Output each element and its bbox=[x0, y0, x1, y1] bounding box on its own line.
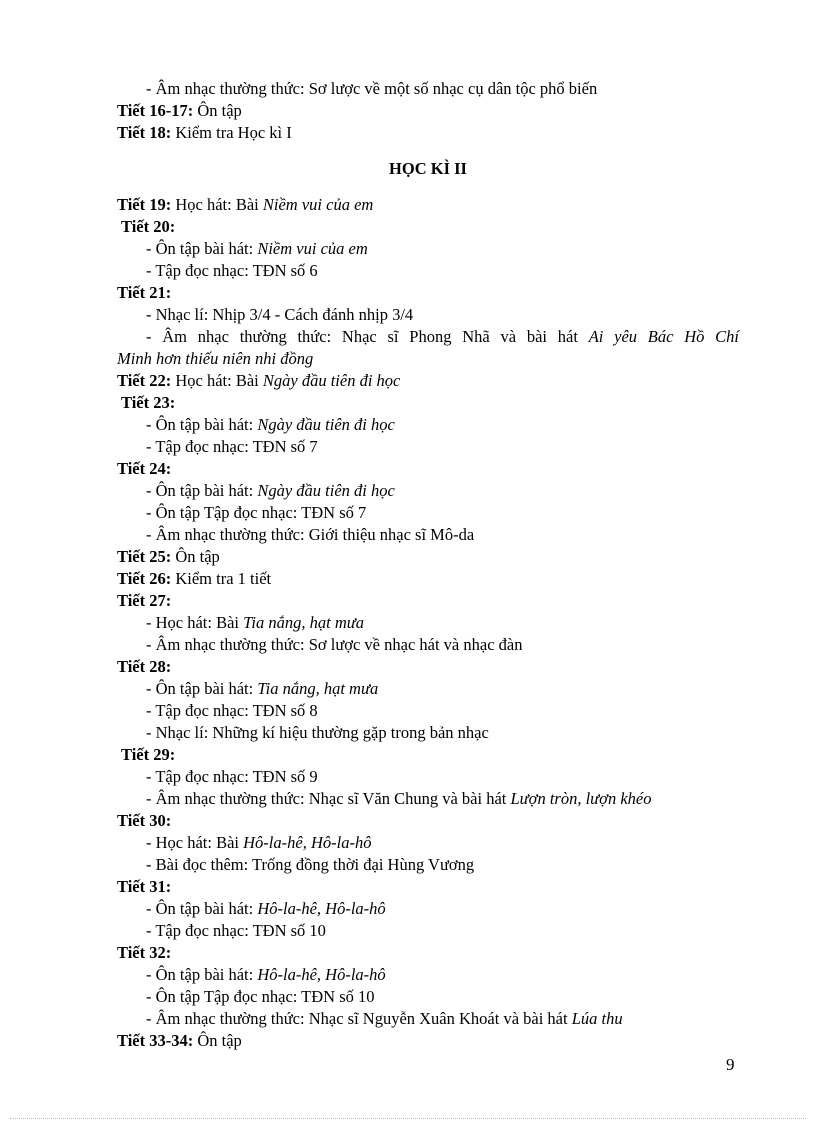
list-item: - Học hát: Bài Hô-la-hê, Hô-la-hô bbox=[146, 833, 372, 852]
list-item: - Ôn tập bài hát: Ngày đầu tiên đi học bbox=[146, 415, 395, 434]
list-item: - Ôn tập bài hát: Hô-la-hê, Hô-la-hô bbox=[146, 899, 386, 918]
list-item: - Ôn tập bài hát: Niềm vui của em bbox=[146, 239, 368, 258]
list-item: - Tập đọc nhạc: TĐN số 9 bbox=[146, 767, 318, 786]
lesson-line: Tiết 27: bbox=[117, 591, 172, 610]
list-item: - Tập đọc nhạc: TĐN số 8 bbox=[146, 701, 318, 720]
list-item: - Bài đọc thêm: Trống đồng thời đại Hùng Vương bbox=[146, 855, 475, 874]
lesson-line: Tiết 19: Học hát: Bài Niềm vui của em bbox=[117, 195, 374, 214]
lesson-line: Tiết 33-34: Ôn tập bbox=[117, 1031, 242, 1050]
list-item: - Tập đọc nhạc: TĐN số 10 bbox=[146, 921, 326, 940]
list-item: - Âm nhạc thường thức: Nhạc sĩ Văn Chung và bài hát Lượn tròn, lượn khéo bbox=[146, 789, 652, 808]
list-item: - Nhạc lí: Nhịp 3/4 - Cách đánh nhịp 3/4 bbox=[146, 305, 414, 324]
section-heading: HỌC KÌ II bbox=[389, 159, 467, 178]
list-item: - Ôn tập Tập đọc nhạc: TĐN số 7 bbox=[146, 503, 367, 522]
list-item: - Ôn tập Tập đọc nhạc: TĐN số 10 bbox=[146, 987, 375, 1006]
list-item: - Âm nhạc thường thức: Sơ lược về nhạc hát và nhạc đàn bbox=[146, 635, 523, 654]
page-number: 9 bbox=[726, 1055, 735, 1074]
list-item: - Âm nhạc thường thức: Nhạc sĩ Phong Nhã và bài hát Ai yêu Bác Hồ Chí bbox=[146, 327, 740, 346]
lesson-line: Tiết 20: bbox=[121, 217, 176, 236]
lesson-line: Tiết 30: bbox=[117, 811, 172, 830]
lesson-line: Tiết 22: Học hát: Bài Ngày đầu tiên đi học bbox=[117, 371, 401, 390]
lesson-line: Tiết 16-17: Ôn tập bbox=[117, 101, 242, 120]
list-item: - Ôn tập bài hát: Hô-la-hê, Hô-la-hô bbox=[146, 965, 386, 984]
lesson-line: Tiết 31: bbox=[117, 877, 172, 896]
lesson-line: Tiết 18: Kiểm tra Học kì I bbox=[117, 123, 292, 142]
page-content bbox=[117, 78, 739, 1052]
list-item: - Học hát: Bài Tia nắng, hạt mưa bbox=[146, 613, 364, 632]
list-item-continuation: Minh hơn thiếu niên nhi đồng bbox=[117, 349, 314, 368]
list-item: - Âm nhạc thường thức: Sơ lược về một số nhạc cụ dân tộc phổ biến bbox=[146, 79, 598, 98]
lesson-line: Tiết 26: Kiểm tra 1 tiết bbox=[117, 569, 272, 588]
lesson-line: Tiết 29: bbox=[121, 745, 176, 764]
list-item: - Ôn tập bài hát: Ngày đầu tiên đi học bbox=[146, 481, 395, 500]
lesson-line: Tiết 24: bbox=[117, 459, 172, 478]
lesson-line: Tiết 23: bbox=[121, 393, 176, 412]
list-item: - Tập đọc nhạc: TĐN số 6 bbox=[146, 261, 318, 280]
lesson-line: Tiết 32: bbox=[117, 943, 172, 962]
lesson-line: Tiết 28: bbox=[117, 657, 172, 676]
list-item: - Nhạc lí: Những kí hiệu thường gặp trong bản nhạc bbox=[146, 723, 489, 742]
page-edge-divider bbox=[10, 1118, 806, 1119]
lesson-line: Tiết 25: Ôn tập bbox=[117, 547, 220, 566]
lesson-line: Tiết 21: bbox=[117, 283, 172, 302]
list-item: - Tập đọc nhạc: TĐN số 7 bbox=[146, 437, 318, 456]
list-item: - Âm nhạc thường thức: Nhạc sĩ Nguyễn Xuân Khoát và bài hát Lúa thu bbox=[146, 1009, 623, 1028]
list-item: - Âm nhạc thường thức: Giới thiệu nhạc sĩ Mô-da bbox=[146, 525, 475, 544]
list-item: - Ôn tập bài hát: Tia nắng, hạt mưa bbox=[146, 679, 379, 698]
